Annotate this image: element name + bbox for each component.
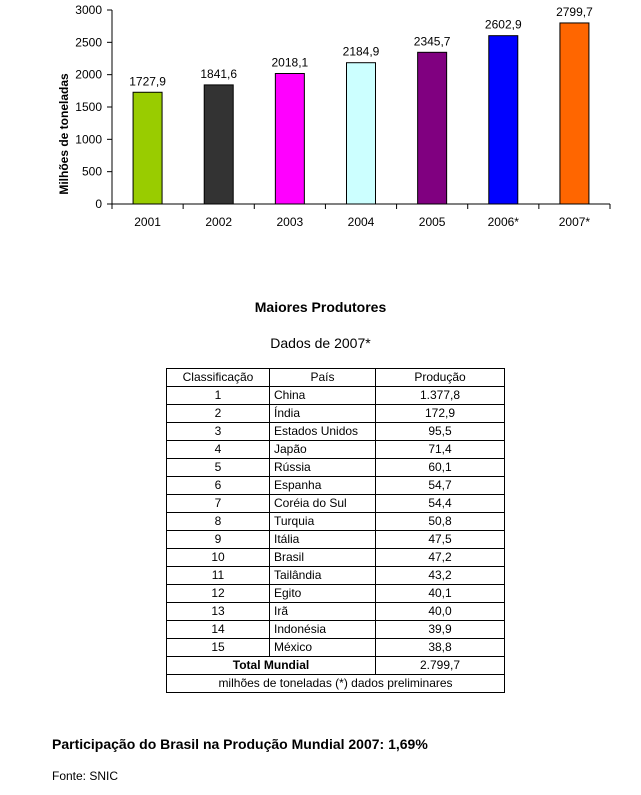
x-tick-label: 2002 [205,215,233,229]
cell-rank: 9 [167,531,270,549]
table-row [167,423,505,441]
cell-production: 43,2 [376,567,505,585]
cell-rank: 13 [167,603,270,621]
cell-rank: 14 [167,621,270,639]
data-label: 2345,7 [413,34,451,49]
x-tick-label: 2004 [347,215,375,229]
cell-country: China [270,387,376,405]
brazil-share-text: Participação do Brasil na Produção Mundial 2007: 1,69% [52,736,428,752]
cell-production: 95,5 [376,423,505,441]
table-row [167,585,505,603]
x-tick-label: 2003 [276,215,304,229]
bar-2005 [418,52,447,204]
producers-title: Maiores Produtores [254,299,387,315]
cell-production: 47,2 [376,549,505,567]
data-label: 2602,9 [484,17,522,32]
y-tick-label: 2000 [75,67,102,82]
table-row [167,531,505,549]
cell-country: Índia [270,405,376,423]
cell-rank: 5 [167,459,270,477]
cell-country: Irã [270,603,376,621]
table-row [167,549,505,567]
cell-production: 47,5 [376,531,505,549]
x-tick-label: 2007* [558,215,591,229]
table-row [167,441,505,459]
source-text: Fonte: SNIC [52,769,119,783]
table-row [167,459,505,477]
table-row [167,513,505,531]
bar-2007* [560,23,589,204]
cell-country: Brasil [270,549,376,567]
table-body [167,387,505,657]
cell-rank: 12 [167,585,270,603]
y-axis [75,3,112,211]
cell-production: 50,8 [376,513,505,531]
cell-rank: 6 [167,477,270,495]
y-tick-label: 500 [81,164,102,179]
bars-group [129,5,593,204]
data-label: 1841,6 [200,66,238,81]
x-tick-label: 2001 [134,215,161,229]
cell-production: 60,1 [376,459,505,477]
data-label: 2018,1 [271,55,309,70]
data-label: 2184,9 [342,44,380,59]
cell-country: Estados Unidos [270,423,376,441]
cell-production: 71,4 [376,441,505,459]
cell-country: Rússia [270,459,376,477]
cell-production: 38,8 [376,639,505,657]
cell-production: 54,4 [376,495,505,513]
y-tick-label: 1000 [75,132,102,147]
cell-rank: 15 [167,639,270,657]
x-tick-label: 2005 [418,215,446,229]
table-row [167,495,505,513]
cell-production: 40,1 [376,585,505,603]
cell-country: Coréia do Sul [270,495,376,513]
header-production: Produção [376,369,505,387]
cell-production: 172,9 [376,405,505,423]
bar-2006* [489,36,518,204]
cell-production: 1.377,8 [376,387,505,405]
table-row [167,567,505,585]
bar-2004 [347,63,376,204]
table-header-row [167,369,505,387]
header-country: País [270,369,376,387]
y-tick-label: 3000 [75,3,102,17]
bar-2001 [133,92,162,204]
bar-2003 [275,73,304,204]
cell-production: 54,7 [376,477,505,495]
x-tick-label: 2006* [487,215,519,229]
cell-country: Egito [270,585,376,603]
cell-production: 39,9 [376,621,505,639]
cell-rank: 3 [167,423,270,441]
header-rank: Classificação [167,369,270,387]
cell-country: México [270,639,376,657]
table-note: milhões de toneladas (*) dados preliminares [167,675,505,693]
cell-country: Espanha [270,477,376,495]
y-tick-label: 2500 [75,35,102,50]
data-label: 1727,9 [129,74,166,89]
x-axis [112,204,610,229]
table-row [167,477,505,495]
cell-country: Tailândia [270,567,376,585]
table-row [167,621,505,639]
cell-production: 40,0 [376,603,505,621]
y-tick-label: 0 [95,197,102,211]
cell-rank: 7 [167,495,270,513]
y-axis-label: Milhões de toneladas [57,73,71,195]
cell-country: Indonésia [270,621,376,639]
cell-rank: 4 [167,441,270,459]
table-row [167,405,505,423]
total-label: Total Mundial [167,657,376,675]
bar-2002 [204,85,233,204]
cell-country: Itália [270,531,376,549]
y-tick-label: 1500 [75,100,102,114]
cell-rank: 1 [167,387,270,405]
cell-rank: 10 [167,549,270,567]
cell-rank: 2 [167,405,270,423]
cell-rank: 8 [167,513,270,531]
cell-country: Japão [270,441,376,459]
producers-subtitle: Dados de 2007* [270,335,371,351]
cell-country: Turquia [270,513,376,531]
producers-table [166,368,505,693]
table-row [167,387,505,405]
total-value: 2.799,7 [376,657,505,675]
table-row [167,639,505,657]
table-row [167,603,505,621]
total-row [167,657,505,675]
data-label: 2799,7 [556,4,593,19]
production-bar-chart [0,0,641,240]
note-row [167,675,505,693]
cell-rank: 11 [167,567,270,585]
